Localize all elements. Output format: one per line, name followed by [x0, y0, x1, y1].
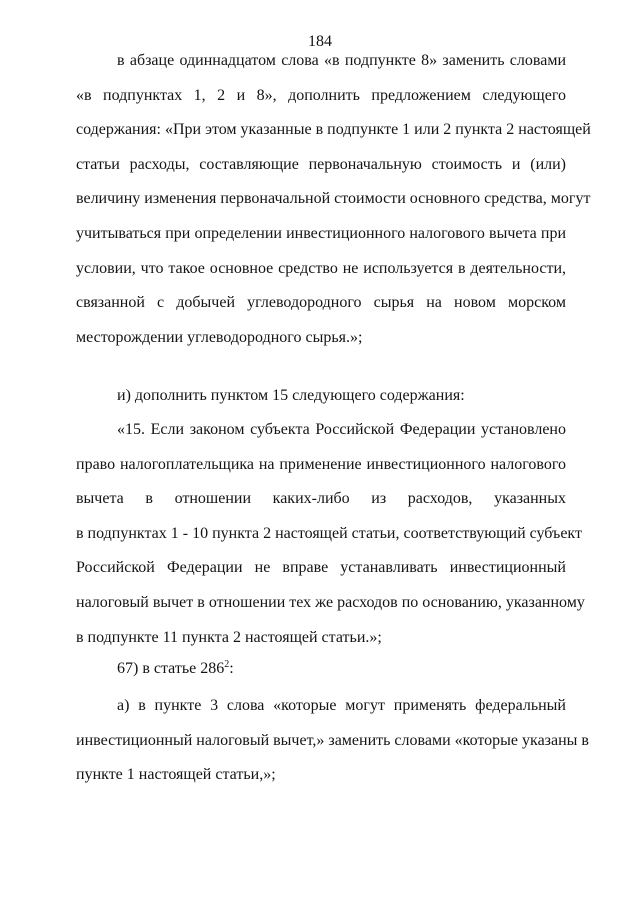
text-line: налоговый вычет в отношении тех же расходов по основанию, указанному — [76, 593, 585, 611]
text-line: «15. Если законом субъекта Российской Федерации установлено — [117, 421, 566, 438]
text-line: содержания: «При этом указанные в подпункте 1 или 2 пункта 2 настоящей — [76, 121, 591, 139]
paragraph-1 — [76, 44, 591, 355]
text-line: условии, что такое основное средство не используется в деятельности, — [76, 259, 566, 277]
text-line: связанной с добычей углеводородного сырья на новом морском — [76, 294, 566, 312]
text-line: в абзаце одиннадцатом слова «в подпункте 8» заменить словами — [117, 52, 566, 69]
text-line: учитываться при определении инвестиционного налогового вычета при — [76, 224, 566, 242]
text-line: «в подпунктах 1, 2 и 8», дополнить предложением следующего — [76, 86, 566, 104]
text-line: статьи расходы, составляющие первоначальную стоимость и (или) — [76, 155, 566, 173]
article-colon: : — [229, 660, 234, 677]
text-line: вычета в отношении каких-либо из расходов, указанных — [76, 490, 566, 508]
article-reference: 67) в статье 286 — [117, 660, 225, 677]
page-number: 184 — [308, 33, 332, 50]
text-line: месторождении углеводородного сырья.»; — [76, 328, 363, 346]
text-line: Российской Федерации не вправе устанавливать инвестиционный — [76, 559, 566, 577]
text-line: в подпунктах 1 - 10 пункта 2 настоящей статьи, соответствующий субъект — [76, 524, 582, 542]
text-line: а) в пункте 3 слова «которые могут применять федеральный — [117, 697, 566, 714]
text-line: величину изменения первоначальной стоимости основного средства, могут — [76, 190, 591, 208]
paragraph-2 — [76, 379, 566, 414]
paragraph-5 — [76, 689, 589, 793]
text-line: инвестиционный налоговый вычет,» заменить словами «которые указаны в — [76, 731, 589, 749]
text-line: в подпункте 11 пункта 2 настоящей статьи.»; — [76, 628, 382, 646]
text-line: и) дополнить пунктом 15 следующего содержания: — [117, 387, 465, 404]
text-line — [76, 652, 566, 687]
text-line: пункте 1 настоящей статьи,»; — [76, 766, 276, 784]
text-line: право налогоплательщика на применение инвестиционного налогового — [76, 455, 566, 473]
paragraph-3 — [76, 413, 585, 655]
paragraph-4 — [76, 652, 566, 687]
article-superscript: 2 — [224, 659, 230, 670]
